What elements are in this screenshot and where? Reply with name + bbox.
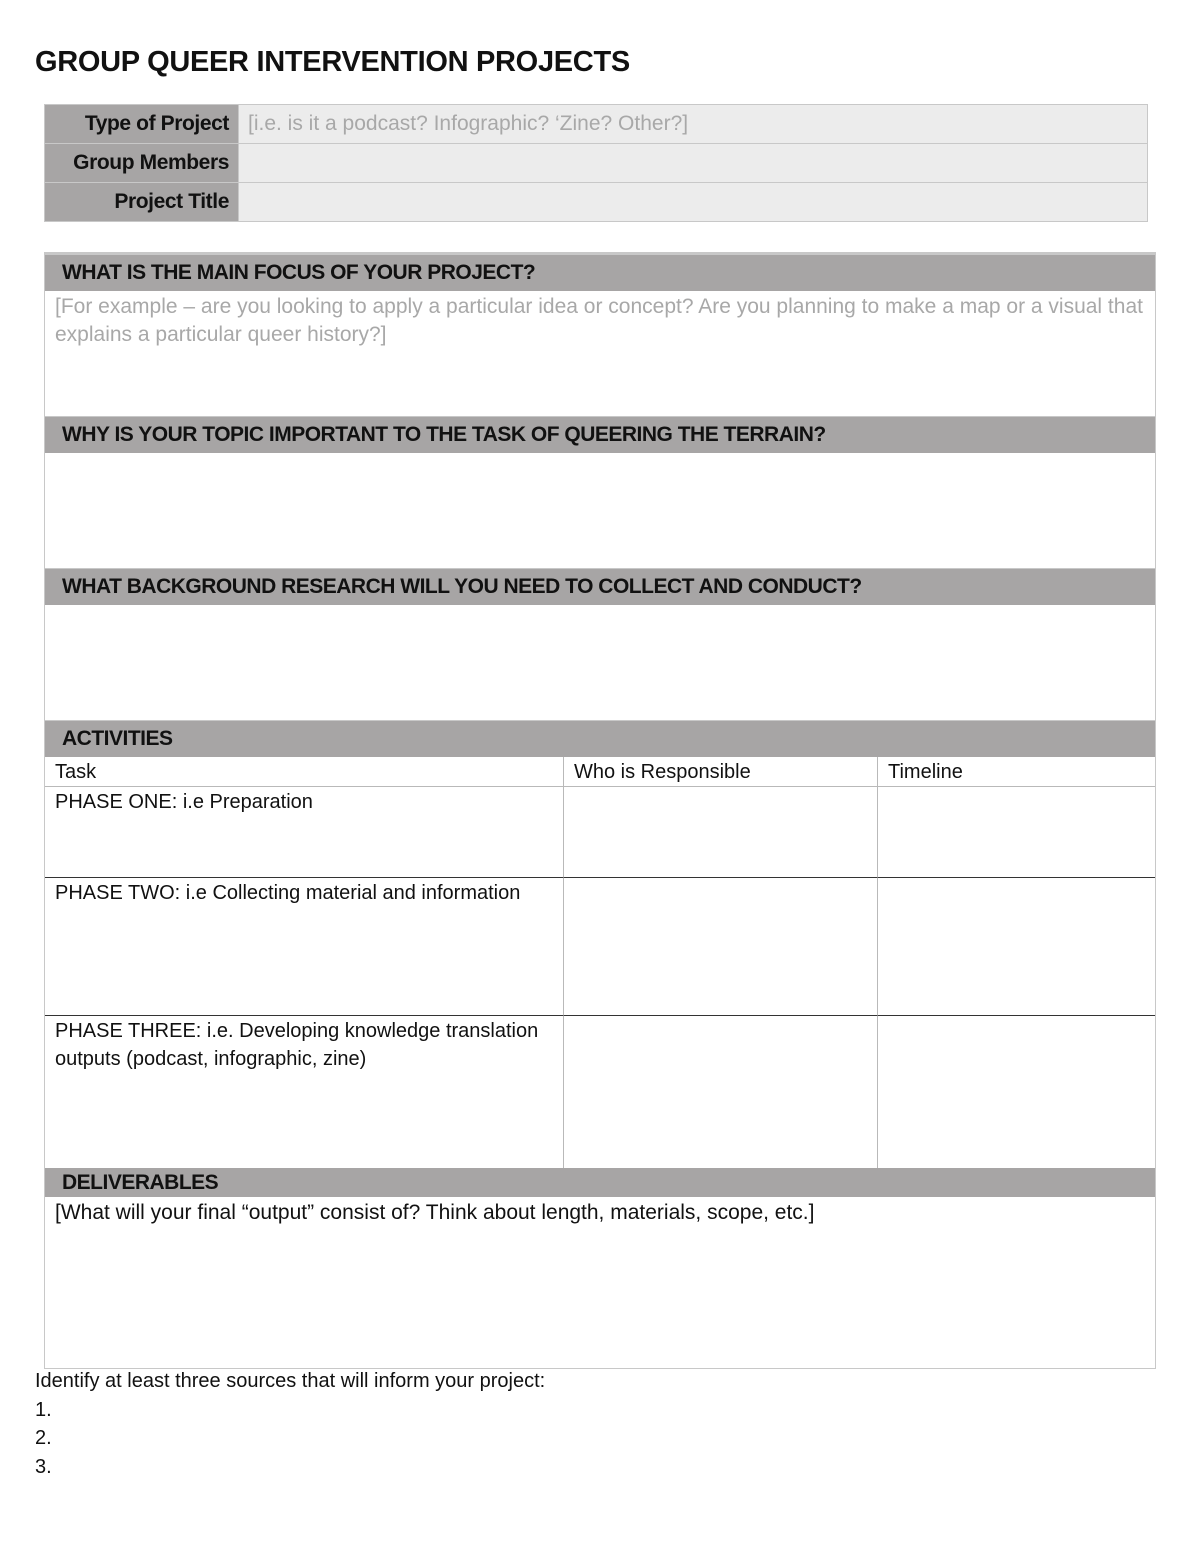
source-item-2[interactable]: 2.	[35, 1427, 52, 1449]
phase-three-task: PHASE THREE: i.e. Developing knowledge translation outputs (podcast, infographic, zine)	[45, 1016, 564, 1168]
phase-one-timeline-cell[interactable]	[878, 787, 1155, 878]
activities-table	[45, 757, 1155, 1168]
phase-two-responsible-cell[interactable]	[564, 878, 878, 1016]
research-field[interactable]	[45, 605, 1155, 721]
deliverables-heading: DELIVERABLES	[45, 1168, 1155, 1197]
project-title-field[interactable]	[239, 183, 1148, 222]
group-members-row	[45, 144, 1148, 183]
type-of-project-label: Type of Project	[45, 105, 239, 144]
phase-three-timeline-cell[interactable]	[878, 1016, 1155, 1168]
project-title-label: Project Title	[45, 183, 239, 222]
project-form	[44, 252, 1156, 1369]
type-of-project-field[interactable]: [i.e. is it a podcast? Infographic? ‘Zine? Other?]	[239, 105, 1148, 144]
phase-one-task: PHASE ONE: i.e Preparation	[45, 787, 564, 878]
main-focus-heading: WHAT IS THE MAIN FOCUS OF YOUR PROJECT?	[45, 255, 1155, 291]
phase-two-task: PHASE TWO: i.e Collecting material and information	[45, 878, 564, 1016]
deliverables-field[interactable]	[45, 1197, 1155, 1368]
main-focus-hint: [For example – are you looking to apply a particular idea or concept? Are you planning to make a map or a visual that explains a particular queer history?]	[55, 295, 1143, 346]
sources-prompt: Identify at least three sources that will inform your project:	[35, 1370, 546, 1392]
importance-heading: WHY IS YOUR TOPIC IMPORTANT TO THE TASK OF QUEERING THE TERRAIN?	[45, 417, 1155, 453]
task-column-header: Task	[45, 757, 564, 787]
phase-one-responsible-cell[interactable]	[564, 787, 878, 878]
type-of-project-row	[45, 105, 1148, 144]
source-item-3[interactable]: 3.	[35, 1455, 52, 1478]
deliverables-hint: [What will your final “output” consist of? Think about length, materials, scope, etc.]	[55, 1201, 815, 1224]
main-focus-field[interactable]	[45, 291, 1155, 417]
research-heading: WHAT BACKGROUND RESEARCH WILL YOU NEED TO COLLECT AND CONDUCT?	[45, 569, 1155, 605]
source-item-1[interactable]: 1.	[35, 1398, 52, 1421]
responsible-column-header: Who is Responsible	[564, 757, 878, 787]
document-title: GROUP QUEER INTERVENTION PROJECTS	[35, 46, 630, 78]
project-title-row	[45, 183, 1148, 222]
phase-two-timeline-cell[interactable]	[878, 878, 1155, 1016]
group-members-label: Group Members	[45, 144, 239, 183]
group-members-field[interactable]	[239, 144, 1148, 183]
phase-three-responsible-cell[interactable]	[564, 1016, 878, 1168]
timeline-column-header: Timeline	[878, 757, 1155, 787]
activities-heading: ACTIVITIES	[45, 721, 1155, 757]
sources-section	[35, 1367, 545, 1481]
project-info-table	[44, 104, 1148, 222]
importance-field[interactable]	[45, 453, 1155, 569]
